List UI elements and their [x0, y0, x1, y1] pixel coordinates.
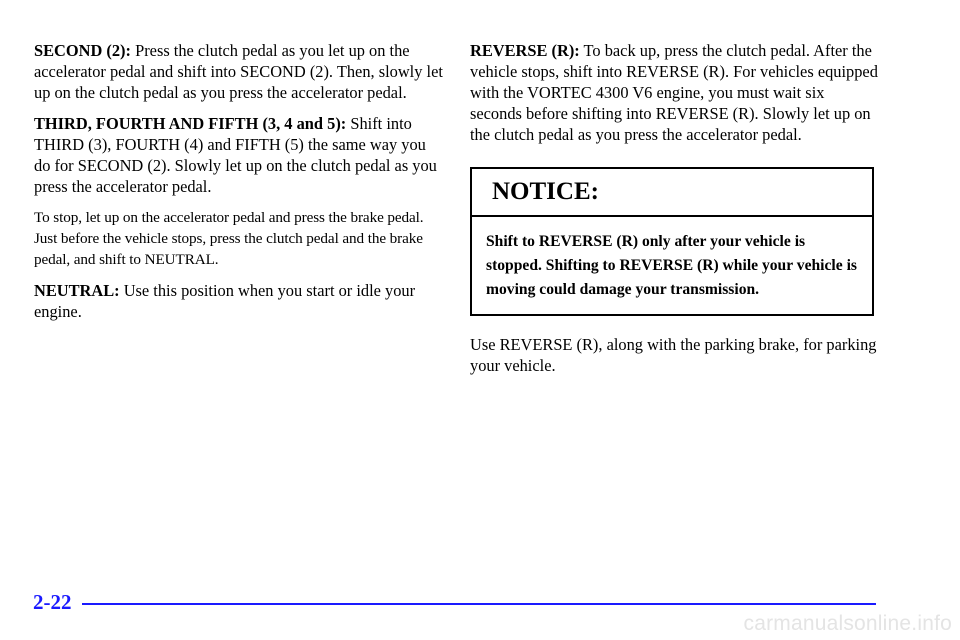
third-fourth-fifth-paragraph: [34, 113, 444, 197]
parking-paragraph: [470, 334, 878, 376]
reverse-paragraph: [470, 40, 878, 145]
neutral-paragraph: [34, 280, 444, 322]
stop-paragraph: [34, 207, 444, 270]
parking-text: Use REVERSE (R), along with the parking brake, for parking your vehicle.: [470, 335, 877, 375]
watermark: carmanualsonline.info: [743, 612, 952, 635]
third-fourth-fifth-text: Shift into THIRD (3), FOURTH (4) and FIFTH (5) the same way you do for SECOND (2). Slowly let up on the clutch pedal as you press the accelerator pedal.: [34, 114, 437, 196]
notice-text: Shift to REVERSE (R) only after your vehicle is stopped. Shifting to REVERSE (R) while your vehicle is moving could damage your transmission.: [486, 233, 857, 298]
notice-title: NOTICE:: [472, 169, 872, 217]
second-gear-paragraph: [34, 40, 444, 103]
neutral-text: Use this position when you start or idle your engine.: [34, 281, 416, 321]
third-fourth-fifth-heading: THIRD, FOURTH AND FIFTH (3, 4 and 5):: [34, 114, 347, 133]
second-gear-heading: SECOND (2):: [34, 41, 131, 60]
left-column: [34, 40, 444, 332]
neutral-heading: NEUTRAL:: [34, 281, 120, 300]
footer-rule: [82, 603, 876, 605]
stop-text: To stop, let up on the accelerator pedal and press the brake pedal. Just before the vehicle stops, press the clutch pedal and the brake pedal, and shift to NEUTRAL.: [34, 209, 424, 268]
page-number: 2-22: [33, 590, 72, 614]
notice-box: [470, 167, 874, 316]
reverse-heading: REVERSE (R):: [470, 41, 580, 60]
reverse-text: To back up, press the clutch pedal. After the vehicle stops, shift into REVERSE (R). For vehicles equipped with the VORTEC 4300 V6 engine, you must wait six seconds before shifting into REVERSE (R). Slowly let up on the clutch pedal as you press the accelerator pedal.: [470, 41, 878, 144]
right-column: [470, 40, 878, 386]
second-gear-text: Press the clutch pedal as you let up on the accelerator pedal and shift into SECOND (2). Then, slowly let up on the clutch pedal as you press the accelerator pedal.: [34, 41, 443, 102]
